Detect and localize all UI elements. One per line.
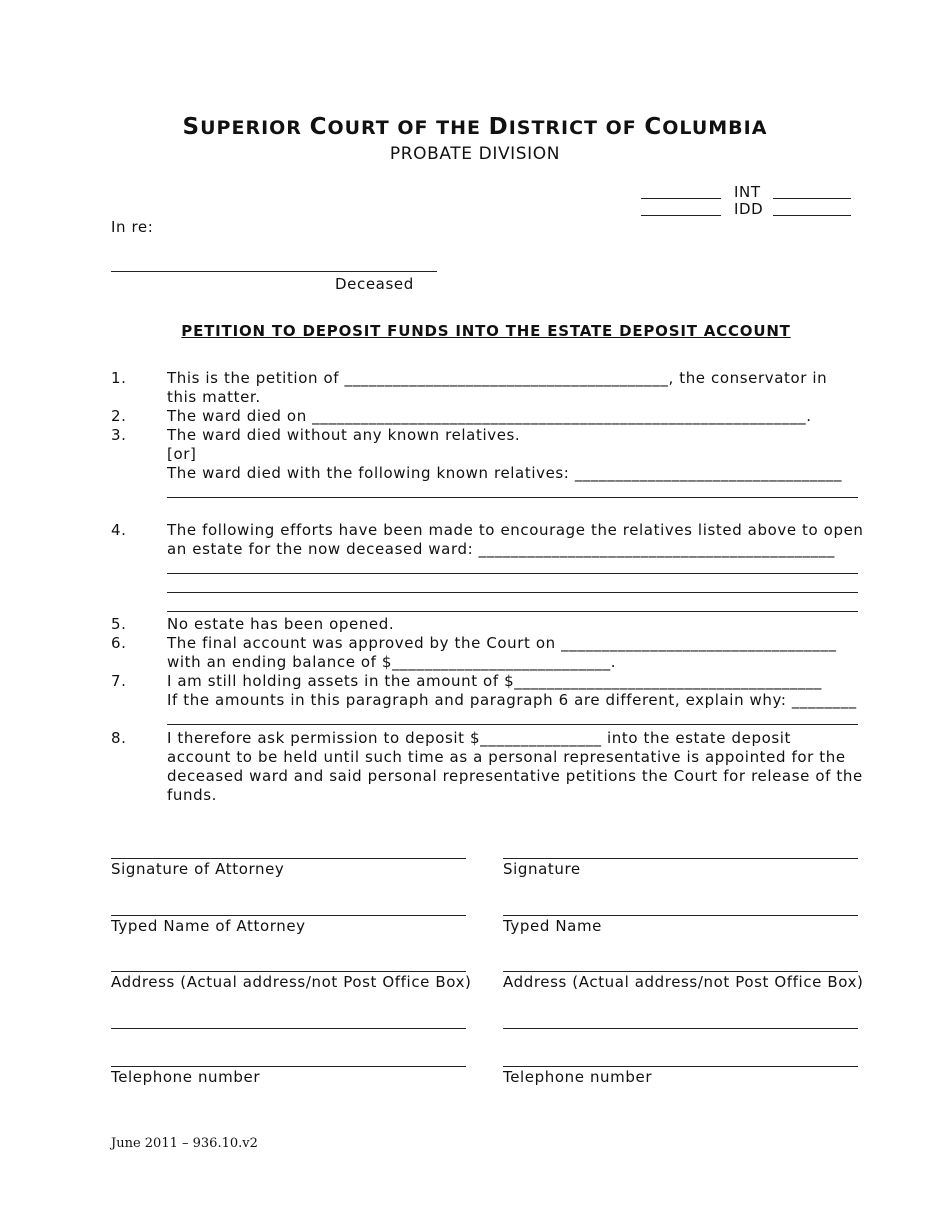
attorney-signature-label: Signature of Attorney: [111, 860, 285, 878]
item-2-line-1: The ward died on _____________________________________________________________.: [167, 407, 812, 425]
item-3-line-1: The ward died without any known relatives.: [167, 426, 521, 444]
court-title-part: UPERIOR: [200, 117, 310, 139]
item-7-line-2: If the amounts in this paragraph and paragraph 6 are different, explain why: ________: [167, 691, 857, 709]
item-number: 6.: [111, 634, 127, 652]
petitioner-telephone-label: Telephone number: [503, 1068, 653, 1086]
division-subtitle: PROBATE DIVISION: [389, 144, 561, 164]
item-8-line-2: account to be held until such time as a personal representative is appointed for the: [167, 748, 846, 766]
int-label: INT: [734, 183, 761, 201]
attorney-address-line-2[interactable]: [111, 1028, 466, 1029]
idd-right-line[interactable]: [773, 215, 851, 216]
court-title-part: C: [644, 114, 663, 140]
item-number: 4.: [111, 521, 127, 539]
court-title-part: D: [488, 114, 509, 140]
idd-label: IDD: [734, 200, 764, 218]
explanation-blank-line[interactable]: [167, 724, 858, 725]
petitioner-typed-name-line[interactable]: [503, 915, 858, 916]
item-3-line-3: The ward died with the following known relatives: _________________________________: [167, 464, 843, 482]
attorney-typed-name-label: Typed Name of Attorney: [111, 917, 306, 935]
efforts-blank-line[interactable]: [167, 592, 858, 593]
efforts-blank-line[interactable]: [167, 573, 858, 574]
petitioner-signature-line[interactable]: [503, 858, 858, 859]
item-number: 5.: [111, 615, 127, 633]
court-title-part: OLUMBIA: [662, 117, 768, 139]
court-title-part: S: [182, 114, 201, 140]
form-version-footer: June 2011 – 936.10.v2: [111, 1136, 258, 1151]
item-number: 2.: [111, 407, 127, 425]
decedent-name-line[interactable]: [111, 271, 437, 272]
attorney-telephone-label: Telephone number: [111, 1068, 261, 1086]
petitioner-address-line-2[interactable]: [503, 1028, 858, 1029]
deceased-label: Deceased: [335, 275, 414, 293]
petitioner-address-line[interactable]: [503, 971, 858, 972]
court-title-part: OURT OF THE: [327, 117, 489, 139]
item-number: 3.: [111, 426, 127, 444]
item-8-line-4: funds.: [167, 786, 217, 804]
item-8-line-3: deceased ward and said personal representative petitions the Court for release of the: [167, 767, 863, 785]
item-number: 1.: [111, 369, 127, 387]
petitioner-telephone-line[interactable]: [503, 1066, 858, 1067]
attorney-address-label: Address (Actual address/not Post Office Box): [111, 973, 472, 991]
item-4-line-1: The following efforts have been made to encourage the relatives listed above to open: [167, 521, 864, 539]
petitioner-typed-name-label: Typed Name: [503, 917, 602, 935]
item-6-line-1: The final account was approved by the Court on __________________________________: [167, 634, 837, 652]
item-1-line-2: this matter.: [167, 388, 261, 406]
item-6-line-2: with an ending balance of $___________________________.: [167, 653, 617, 671]
idd-left-line[interactable]: [641, 215, 721, 216]
item-number: 7.: [111, 672, 127, 690]
court-title-part: C: [309, 114, 328, 140]
attorney-telephone-line[interactable]: [111, 1066, 466, 1067]
attorney-address-line[interactable]: [111, 971, 466, 972]
int-left-line[interactable]: [641, 198, 721, 199]
item-8-line-1: I therefore ask permission to deposit $_______________ into the estate deposit: [167, 729, 792, 747]
item-4-line-2: an estate for the now deceased ward: ____________________________________________: [167, 540, 836, 558]
petition-heading: PETITION TO DEPOSIT FUNDS INTO THE ESTATE DEPOSIT ACCOUNT: [181, 322, 791, 340]
petitioner-signature-label: Signature: [503, 860, 581, 878]
item-7-line-1: I am still holding assets in the amount of $______________________________________: [167, 672, 823, 690]
in-re-label: In re:: [111, 218, 154, 236]
court-title: [0, 114, 950, 140]
item-number: 8.: [111, 729, 127, 747]
attorney-typed-name-line[interactable]: [111, 915, 466, 916]
item-1-line-1: This is the petition of ________________________________________, the conservator in: [167, 369, 828, 387]
court-title-part: ISTRICT OF: [508, 117, 645, 139]
int-right-line[interactable]: [773, 198, 851, 199]
petitioner-address-label: Address (Actual address/not Post Office Box): [503, 973, 864, 991]
efforts-blank-line[interactable]: [167, 611, 858, 612]
item-5-line-1: No estate has been opened.: [167, 615, 395, 633]
attorney-signature-line[interactable]: [111, 858, 466, 859]
item-3-line-2: [or]: [167, 445, 197, 463]
relatives-blank-line[interactable]: [167, 497, 858, 498]
